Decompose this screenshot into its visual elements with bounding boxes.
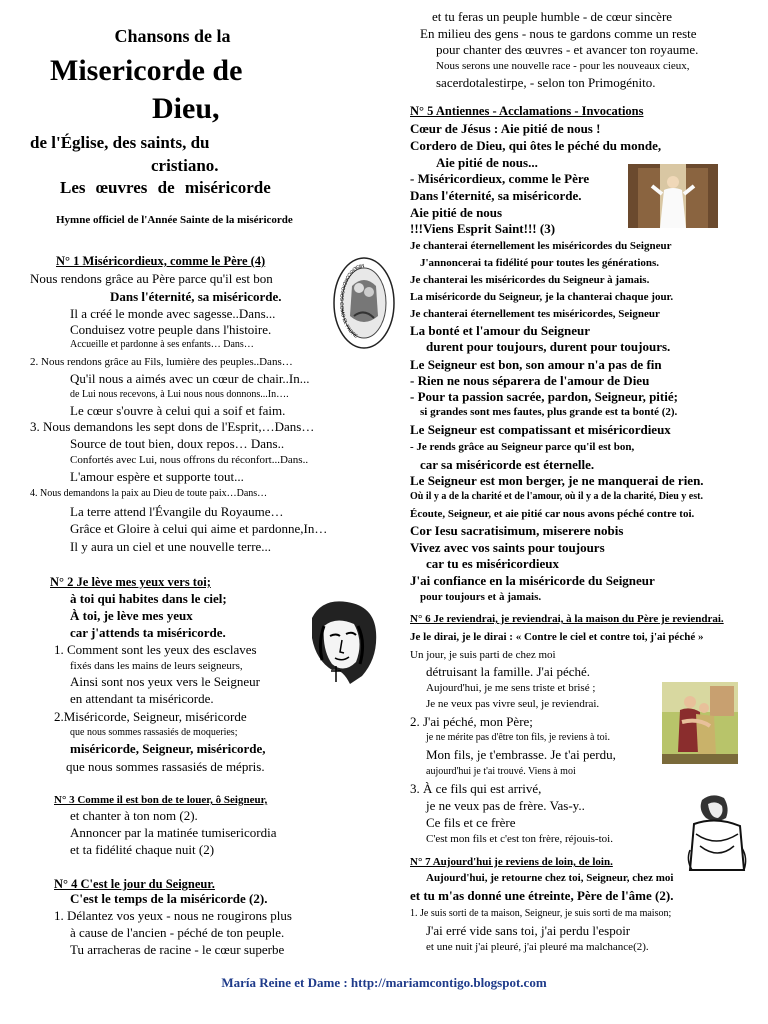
title-line-5: cristiano. bbox=[151, 156, 219, 175]
song5-line: J'annoncerai ta fidélité pour toutes les générations. bbox=[420, 257, 660, 269]
song4-line: Tu arracheras de racine - le cœur superbe bbox=[70, 942, 285, 957]
prodigal-son-painting bbox=[662, 682, 738, 764]
song3-line: et chanter à ton nom (2). bbox=[70, 808, 198, 823]
song5-heading: N° 5 Antiennes - Acclamations - Invocations bbox=[410, 104, 644, 118]
song7-heading: N° 7 Aujourd'hui je reviens de loin, de loin. bbox=[410, 856, 613, 868]
song1-line: La terre attend l'Évangile du Royaume… bbox=[70, 504, 284, 519]
christ-face-sketch bbox=[302, 598, 382, 686]
footer-blog-link[interactable]: María Reine et Dame : http://mariamcontigo.blogspot.com bbox=[221, 975, 547, 990]
song5-line: J'ai confiance en la miséricorde du Seigneur bbox=[410, 573, 655, 588]
song6-line: 2. J'ai péché, mon Père; bbox=[410, 714, 533, 729]
song1-line: Conduisez votre peuple dans l'histoire. bbox=[70, 322, 272, 337]
song1-line: Accueille et pardonne à ses enfants… Dans… bbox=[70, 339, 254, 350]
song5-line: Aie pitié de nous bbox=[410, 205, 503, 220]
title-line-1: Chansons de la bbox=[114, 26, 231, 46]
song2-line: miséricorde, Seigneur, miséricorde, bbox=[70, 741, 266, 756]
logo-ring-text: MISERICORDIOSOS COMO EL PADRE bbox=[338, 261, 365, 340]
song5-line: Le Seigneur est bon, son amour n'a pas de fin bbox=[410, 357, 662, 372]
song1-line: Il a créé le monde avec sagesse..Dans... bbox=[70, 306, 276, 321]
title-line-4: de l'Église, des saints, du bbox=[30, 133, 210, 152]
song1-line: 2. Nous rendons grâce au Fils, lumière des peuples..Dans… bbox=[30, 356, 293, 368]
song1-line: L'amour espère et supporte tout... bbox=[70, 469, 244, 484]
song5-line: - Pour ta passion sacrée, pardon, Seigneur, pitié; bbox=[410, 389, 678, 404]
song7-line: Aujourd'hui, je retourne chez toi, Seigneur, chez moi bbox=[426, 872, 674, 884]
song2-line: à toi qui habites dans le ciel; bbox=[70, 591, 227, 606]
song5-line: Aie pitié de nous... bbox=[436, 155, 538, 170]
song6-line: je ne veux pas de frère. Vas-y.. bbox=[426, 798, 585, 813]
song2-line: fixés dans les mains de leurs seigneurs, bbox=[70, 660, 243, 672]
song2-line: 2.Miséricorde, Seigneur, miséricorde bbox=[54, 709, 247, 724]
song7-line: J'ai erré vide sans toi, j'ai perdu l'espoir bbox=[426, 923, 631, 938]
year-of-mercy-logo bbox=[332, 256, 396, 350]
song7-line: 1. Je suis sorti de ta maison, Seigneur, je suis sorti de ma maison; bbox=[410, 908, 672, 919]
song2-line: en attendant ta miséricorde. bbox=[70, 691, 214, 706]
song6-line: 3. À ce fils qui est arrivé, bbox=[410, 781, 542, 796]
song1-line: Source de tout bien, doux repos… Dans.. bbox=[70, 436, 285, 451]
song6-line: C'est mon fils et c'est ton frère, réjouis-toi. bbox=[426, 833, 613, 845]
song4-line: C'est le temps de la miséricorde (2). bbox=[70, 891, 268, 906]
song5-line: !!!Viens Esprit Saint!!! (3) bbox=[410, 221, 556, 236]
song7-line: et une nuit j'ai pleuré, j'ai pleuré ma malchance(2). bbox=[426, 941, 649, 953]
song1-line: Confortés avec Lui, nous offrons du réconfort...Dans.. bbox=[70, 454, 309, 466]
song6-line: Ce fils et ce frère bbox=[426, 815, 516, 830]
song7-line: et tu m'as donné une étreinte, Père de l'âme (2). bbox=[410, 888, 674, 903]
song6-line: Aujourd'hui, je me sens triste et brisé ; bbox=[426, 682, 596, 694]
song5-line: Le Seigneur est compatissant et miséricordieux bbox=[410, 422, 671, 437]
song5-line: - Miséricordieux, comme le Père bbox=[410, 171, 590, 186]
song6-line: Un jour, je suis parti de chez moi bbox=[410, 649, 556, 661]
song1-line: Nous rendons grâce au Père parce qu'il est bon bbox=[30, 271, 273, 286]
song5-line: Écoute, Seigneur, et aie pitié car nous avons péché contre toi. bbox=[410, 508, 695, 520]
song5-line: si grandes sont mes fautes, plus grande est ta bonté (2). bbox=[420, 406, 678, 418]
song6-line: aujourd'hui je t'ai trouvé. Viens à moi bbox=[426, 766, 576, 777]
song5-line: Le Seigneur est mon berger, je ne manquerai de rien. bbox=[410, 473, 704, 488]
embrace-sketch bbox=[682, 790, 752, 876]
song5-line: Je chanterai éternellement tes miséricordes, Seigneur bbox=[410, 308, 660, 320]
title-line-6: Les œuvres de miséricorde bbox=[60, 178, 271, 197]
song5-line: - Rien ne nous séparera de l'amour de Dieu bbox=[410, 373, 650, 388]
song1-line: de Lui nous recevons, à Lui nous nous donnons...In…. bbox=[70, 389, 289, 400]
song5-line: pour toujours et à jamais. bbox=[420, 591, 542, 603]
song5-line: car tu es miséricordieux bbox=[426, 556, 559, 571]
song6-line: Mon fils, je t'embrasse. Je t'ai perdu, bbox=[426, 747, 616, 762]
song2-line: car j'attends ta miséricorde. bbox=[70, 625, 226, 640]
song5-line: Cœur de Jésus : Aie pitié de nous ! bbox=[410, 121, 601, 136]
song5-line: Cordero de Dieu, qui ôtes le péché du monde, bbox=[410, 138, 662, 153]
song5-line: durent pour toujours, durent pour toujours. bbox=[426, 339, 671, 354]
song3-line: Annoncer par la matinée tumisericordia bbox=[70, 825, 277, 840]
song4-line: 1. Délantez vos yeux - nous ne rougirons plus bbox=[54, 908, 292, 923]
song5-line: La miséricorde du Seigneur, je la chanterai chaque jour. bbox=[410, 291, 674, 303]
song4-line: pour chanter des œuvres - et avancer ton royaume. bbox=[436, 42, 699, 57]
song1-heading: N° 1 Miséricordieux, comme le Père (4) bbox=[56, 254, 266, 268]
song5-line: car sa miséricorde est éternelle. bbox=[420, 457, 595, 472]
song1-line: 3. Nous demandons les sept dons de l'Esprit,…Dans… bbox=[30, 419, 315, 434]
song1-line: 4. Nous demandons la paix au Dieu de toute paix…Dans… bbox=[30, 488, 268, 499]
title-line-2: Misericorde de bbox=[50, 54, 243, 87]
song5-line: Où il y a de la charité et de l'amour, où il y a de la charité, Dieu y est. bbox=[410, 491, 703, 502]
song5-line: Vivez avec vos saints pour toujours bbox=[410, 540, 605, 555]
song4-line: sacerdotalestirpe, - selon ton Primogénito. bbox=[436, 75, 656, 90]
song1-line: Le cœur s'ouvre à celui qui a soif et faim. bbox=[70, 403, 286, 418]
title-line-3: Dieu, bbox=[152, 92, 220, 125]
song2-line: À toi, je lève mes yeux bbox=[70, 608, 193, 623]
song4-heading: N° 4 C'est le jour du Seigneur. bbox=[54, 877, 215, 891]
song5-line: Je chanterai éternellement les miséricordes du Seigneur bbox=[410, 240, 672, 252]
song5-line: Dans l'éternité, sa miséricorde. bbox=[410, 188, 582, 203]
song1-line: Qu'il nous a aimés avec un cœur de chair..In... bbox=[70, 371, 310, 386]
song1-line: Il y aura un ciel et une nouvelle terre... bbox=[70, 539, 272, 554]
song5-line: Je chanterai les miséricordes du Seigneur à jamais. bbox=[410, 274, 650, 286]
song6-line: Je ne veux pas vivre seul, je reviendrai. bbox=[426, 698, 600, 710]
song4-line: et tu feras un peuple humble - de cœur sincère bbox=[432, 9, 673, 24]
song5-line: La bonté et l'amour du Seigneur bbox=[410, 323, 590, 338]
song4-line: En milieu des gens - nous te gardons comme un reste bbox=[420, 26, 697, 41]
song2-line: 1. Comment sont les yeux des esclaves bbox=[54, 642, 257, 657]
song5-line: - Je rends grâce au Seigneur parce qu'il est bon, bbox=[410, 441, 635, 453]
song2-line: que nous sommes rassasiés de mépris. bbox=[66, 759, 265, 774]
song6-line: je ne mérite pas d'être ton fils, je reviens à toi. bbox=[426, 732, 610, 743]
song4-line: Nous serons une nouvelle race - pour les nouveaux cieux, bbox=[436, 60, 690, 72]
song2-heading: N° 2 Je lève mes yeux vers toi; bbox=[50, 575, 211, 589]
holy-door-photo bbox=[628, 164, 718, 228]
song6-line: détruisant la famille. J'ai péché. bbox=[426, 664, 591, 679]
song4-line: à cause de l'ancien - péché de ton peuple. bbox=[70, 925, 285, 940]
song6-line: Je le dirai, je le dirai : « Contre le ciel et contre toi, j'ai péché » bbox=[410, 631, 704, 643]
song3-line: et ta fidélité chaque nuit (2) bbox=[70, 842, 215, 857]
song2-line: Ainsi sont nos yeux vers le Seigneur bbox=[70, 674, 260, 689]
song2-line: que nous sommes rassasiés de moqueries; bbox=[70, 727, 238, 738]
subtitle: Hymne officiel de l'Année Sainte de la miséricorde bbox=[56, 214, 293, 226]
song6-heading: N° 6 Je reviendrai, je reviendrai, à la maison du Père je reviendrai. bbox=[410, 613, 724, 625]
song3-heading: N° 3 Comme il est bon de te louer, ô Seigneur, bbox=[54, 794, 268, 806]
song1-line: Dans l'éternité, sa miséricorde. bbox=[110, 289, 282, 304]
song1-line: Grâce et Gloire à celui qui aime et pardonne,In… bbox=[70, 521, 328, 536]
song5-line: Cor Iesu sacratisimum, miserere nobis bbox=[410, 523, 624, 538]
